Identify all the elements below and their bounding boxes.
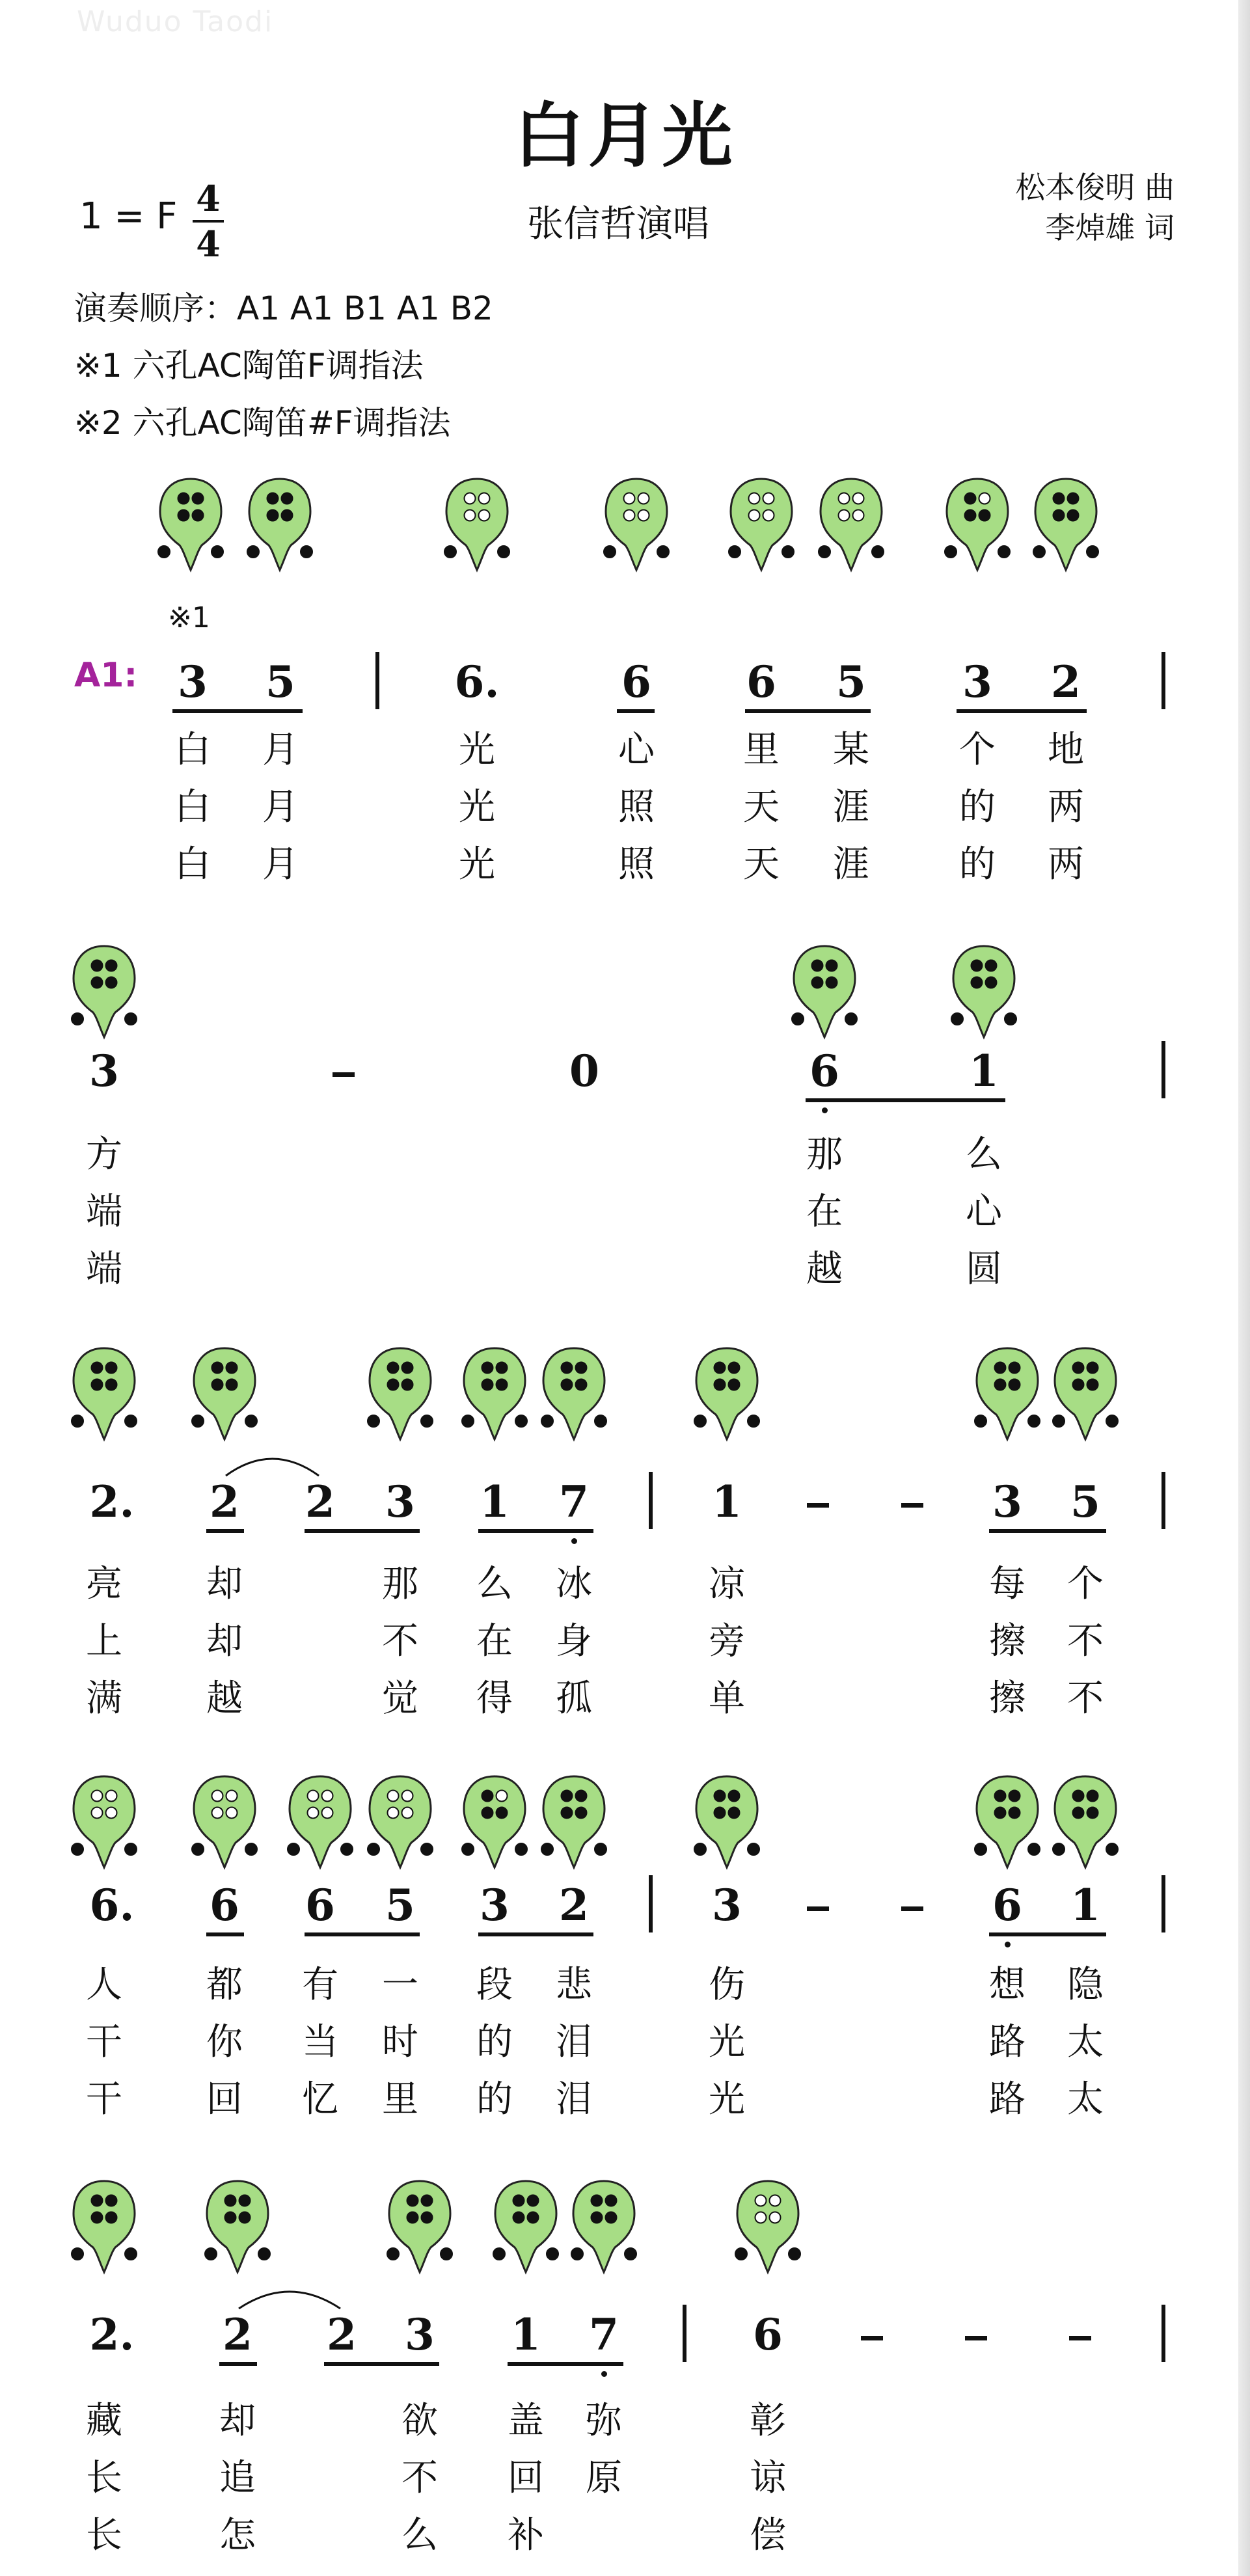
- note: 3: [480, 1880, 510, 1931]
- note-underline: [989, 1932, 1106, 1936]
- lyric-char: 伤: [709, 1964, 745, 2006]
- lyric-char: 欲: [401, 2400, 438, 2442]
- note: 7: [589, 2309, 619, 2360]
- ocarina-fingering-icon: [691, 1772, 763, 1870]
- note: 2: [305, 1476, 335, 1527]
- lyric-char: 白: [174, 843, 211, 886]
- bar-line: [1162, 1041, 1165, 1098]
- ocarina-fingering-icon: [68, 1344, 140, 1442]
- lyric-char: 照: [618, 786, 655, 828]
- octave-dot: [571, 1538, 577, 1544]
- ocarina-fingering-icon: [459, 1772, 530, 1870]
- hold-dash: [861, 2336, 883, 2340]
- note: 2: [210, 1476, 239, 1527]
- lyric-char: 回: [206, 2078, 243, 2121]
- lyric-char: 冰: [556, 1563, 592, 1605]
- note-underline: [989, 1529, 1106, 1533]
- ocarina-fingering-icon: [942, 475, 1013, 573]
- lyric-char: 圆: [966, 1248, 1002, 1290]
- bar-line: [1162, 652, 1165, 709]
- page-right-edge: [1238, 0, 1250, 2576]
- hold-dash: [807, 1906, 829, 1911]
- lyric-char: 每: [989, 1563, 1026, 1605]
- lyric-char: 天: [743, 843, 780, 886]
- lyric-char: 擦: [989, 1620, 1026, 1662]
- hold-dash: [1069, 2336, 1091, 2340]
- lyric-char: 那: [382, 1563, 418, 1605]
- lyric-char: 孤: [556, 1677, 592, 1720]
- octave-dot: [1005, 1942, 1011, 1947]
- fingering-note-1: ※1 六孔AC陶笛F调指法: [74, 347, 424, 385]
- lyric-char: 长: [86, 2514, 122, 2556]
- note: 2: [223, 2309, 252, 2360]
- lyric-char: 身: [556, 1620, 592, 1662]
- bar-line: [1162, 1875, 1165, 1932]
- lyric-char: 太: [1067, 2078, 1104, 2121]
- lyric-char: 心: [966, 1191, 1002, 1233]
- note: 6.: [454, 657, 500, 707]
- lyric-char: 回: [508, 2457, 544, 2499]
- bar-line: [1162, 1472, 1165, 1529]
- lyric-char: 当: [302, 2021, 338, 2063]
- lyric-char: 的: [959, 843, 996, 886]
- note: 1: [969, 1046, 999, 1096]
- ocarina-fingering-icon: [971, 1344, 1043, 1442]
- note: 7: [559, 1476, 589, 1527]
- lyric-char: 追: [219, 2457, 256, 2499]
- lyric-char: 月: [262, 729, 299, 771]
- note: 1: [511, 2309, 541, 2360]
- lyric-char: 某: [833, 729, 869, 771]
- play-order: 演奏顺序：A1 A1 B1 A1 B2: [74, 290, 493, 327]
- fingering-mark: ※1: [168, 601, 210, 634]
- lyric-char: 上: [86, 1620, 122, 1662]
- lyric-char: 心: [618, 729, 655, 771]
- note: 1: [712, 1476, 742, 1527]
- lyric-char: 亮: [86, 1563, 122, 1605]
- lyric-char: 泪: [556, 2021, 592, 2063]
- lyric-char: 忆: [302, 2078, 338, 2121]
- note-underline-2: [219, 2362, 256, 2366]
- lyric-char: 悲: [556, 1964, 592, 2006]
- note: 3: [89, 1046, 119, 1096]
- lyric-char: 盖: [508, 2400, 544, 2442]
- lyric-char: 端: [86, 1248, 122, 1290]
- lyric-char: 个: [1067, 1563, 1104, 1605]
- lyric-char: 凉: [709, 1563, 745, 1605]
- lyric-char: 么: [966, 1133, 1002, 1176]
- lyric-char: 不: [1067, 1677, 1104, 1720]
- lyric-char: 么: [401, 2514, 438, 2556]
- lyric-char: 端: [86, 1191, 122, 1233]
- lyric-char: 太: [1067, 2021, 1104, 2063]
- ocarina-fingering-icon: [284, 1772, 356, 1870]
- note: 2: [559, 1880, 589, 1931]
- ocarina-fingering-icon: [732, 2177, 804, 2275]
- section-label: A1:: [74, 656, 138, 695]
- lyric-char: 不: [382, 1620, 418, 1662]
- lyric-char: 一: [382, 1964, 418, 2006]
- lyric-char: 那: [806, 1133, 843, 1176]
- ocarina-fingering-icon: [726, 475, 797, 573]
- ocarina-fingering-icon: [601, 475, 672, 573]
- lyric-char: 你: [206, 2021, 243, 2063]
- note: 6.: [89, 1880, 135, 1931]
- lyric-char: 得: [476, 1677, 513, 1720]
- ocarina-fingering-icon: [68, 2177, 140, 2275]
- tie-arc: [224, 1446, 320, 1478]
- lyric-char: 都: [206, 1964, 243, 2006]
- ocarina-fingering-icon: [538, 1344, 610, 1442]
- lyric-char: 白: [174, 729, 211, 771]
- lyric-char: 月: [262, 786, 299, 828]
- ocarina-fingering-icon: [1050, 1344, 1121, 1442]
- note: 5: [1070, 1476, 1100, 1527]
- ocarina-fingering-icon: [1030, 475, 1102, 573]
- lyric-char: 越: [806, 1248, 843, 1290]
- lyric-char: 时: [382, 2021, 418, 2063]
- lyric-char: 光: [459, 729, 495, 771]
- lyricist-credit: 李焯雄 词: [1045, 210, 1175, 245]
- lyric-char: 个: [959, 729, 996, 771]
- hold-dash: [965, 2336, 987, 2340]
- lyric-char: 光: [709, 2021, 745, 2063]
- note-underline: [478, 1529, 593, 1533]
- lyric-char: 不: [401, 2457, 438, 2499]
- bar-line: [375, 652, 379, 709]
- lyric-char: 两: [1048, 843, 1084, 886]
- lyric-char: 么: [476, 1563, 513, 1605]
- bar-line: [683, 2305, 686, 2362]
- lyric-char: 怎: [219, 2514, 256, 2556]
- lyric-char: 却: [219, 2400, 256, 2442]
- lyric-char: 两: [1048, 786, 1084, 828]
- lyric-char: 在: [806, 1191, 843, 1233]
- lyric-char: 擦: [989, 1677, 1026, 1720]
- note: 1: [1070, 1880, 1100, 1931]
- bar-line: [1162, 2305, 1165, 2362]
- lyric-char: 单: [709, 1677, 745, 1720]
- ocarina-fingering-icon: [202, 2177, 273, 2275]
- lyric-char: 的: [476, 2078, 513, 2121]
- lyric-char: 补: [508, 2514, 544, 2556]
- ocarina-fingering-icon: [568, 2177, 640, 2275]
- note-underline: [745, 709, 871, 713]
- lyric-char: 的: [476, 2021, 513, 2063]
- ocarina-fingering-icon: [68, 1772, 140, 1870]
- note: 5: [265, 657, 295, 707]
- time-signature-line: [193, 220, 224, 223]
- lyric-char: 里: [743, 729, 780, 771]
- lyric-char: 干: [86, 2021, 122, 2063]
- lyric-char: 涯: [833, 786, 869, 828]
- note: 3: [405, 2309, 435, 2360]
- note-underline: [478, 1932, 593, 1936]
- note-underline: [806, 1098, 1005, 1102]
- lyric-char: 藏: [86, 2400, 122, 2442]
- note: 6: [210, 1880, 239, 1931]
- note-underline: [305, 1932, 420, 1936]
- note: 3: [712, 1880, 742, 1931]
- time-signature-bottom: 4: [196, 223, 221, 265]
- hold-dash: [901, 1906, 923, 1911]
- singer-credit: 张信哲演唱: [527, 203, 709, 245]
- lyric-char: 光: [459, 786, 495, 828]
- lyric-char: 谅: [750, 2457, 786, 2499]
- note: 6: [992, 1880, 1022, 1931]
- lyric-char: 路: [989, 2078, 1026, 2121]
- lyric-char: 原: [586, 2457, 622, 2499]
- note: 3: [385, 1476, 415, 1527]
- lyric-char: 却: [206, 1620, 243, 1662]
- ocarina-fingering-icon: [538, 1772, 610, 1870]
- octave-dot: [822, 1107, 828, 1113]
- song-title: 白月光: [513, 96, 737, 177]
- lyric-char: 隐: [1067, 1964, 1104, 2006]
- note: 3: [992, 1476, 1022, 1527]
- note: 3: [178, 657, 208, 707]
- lyric-char: 段: [476, 1964, 513, 2006]
- note-underline-2: [206, 1529, 243, 1533]
- ocarina-fingering-icon: [155, 475, 226, 573]
- lyric-char: 越: [206, 1677, 243, 1720]
- lyric-char: 白: [174, 786, 211, 828]
- ocarina-fingering-icon: [789, 942, 860, 1040]
- ocarina-fingering-icon: [384, 2177, 455, 2275]
- ocarina-fingering-icon: [1050, 1772, 1121, 1870]
- ocarina-fingering-icon: [364, 1772, 436, 1870]
- note: 2: [327, 2309, 357, 2360]
- lyric-char: 想: [989, 1964, 1026, 2006]
- lyric-char: 却: [206, 1563, 243, 1605]
- note: 6: [305, 1880, 335, 1931]
- note-underline: [957, 709, 1087, 713]
- bar-line: [649, 1472, 653, 1529]
- note-underline: [508, 2362, 623, 2366]
- lyric-char: 光: [459, 843, 495, 886]
- watermark: Wuduo Taodi: [77, 5, 274, 38]
- note: 6: [809, 1046, 839, 1096]
- note: 6: [746, 657, 776, 707]
- lyric-char: 地: [1048, 729, 1084, 771]
- lyric-char: 里: [382, 2078, 418, 2121]
- ocarina-fingering-icon: [441, 475, 513, 573]
- lyric-char: 的: [959, 786, 996, 828]
- lyric-char: 路: [989, 2021, 1026, 2063]
- hold-dash: [901, 1503, 923, 1508]
- note: 2.: [89, 1476, 135, 1527]
- hold-dash: [807, 1503, 829, 1508]
- composer-credit: 松本俊明 曲: [1015, 170, 1175, 205]
- lyric-char: 方: [86, 1133, 122, 1176]
- note: 5: [836, 657, 866, 707]
- lyric-char: 彰: [750, 2400, 786, 2442]
- tie-arc: [238, 2279, 342, 2311]
- note-underline: [172, 709, 303, 713]
- lyric-char: 不: [1067, 1620, 1104, 1662]
- lyric-char: 有: [302, 1964, 338, 2006]
- note: 5: [385, 1880, 415, 1931]
- ocarina-fingering-icon: [189, 1344, 260, 1442]
- bar-line: [649, 1875, 653, 1932]
- lyric-char: 光: [709, 2078, 745, 2121]
- note: 6: [621, 657, 651, 707]
- note: 0: [569, 1046, 599, 1096]
- note-underline-2: [618, 709, 655, 713]
- lyric-char: 弥: [586, 2400, 622, 2442]
- lyric-char: 干: [86, 2078, 122, 2121]
- lyric-char: 月: [262, 843, 299, 886]
- ocarina-fingering-icon: [971, 1772, 1043, 1870]
- lyric-char: 人: [86, 1964, 122, 2006]
- key-signature: 1 = F: [79, 195, 178, 237]
- ocarina-fingering-icon: [815, 475, 887, 573]
- lyric-char: 在: [476, 1620, 513, 1662]
- lyric-char: 长: [86, 2457, 122, 2499]
- lyric-char: 偿: [750, 2514, 786, 2556]
- note: 2.: [89, 2309, 135, 2360]
- lyric-char: 泪: [556, 2078, 592, 2121]
- time-signature: [190, 177, 226, 265]
- lyric-char: 天: [743, 786, 780, 828]
- time-signature-top: 4: [196, 178, 221, 219]
- lyric-char: 涯: [833, 843, 869, 886]
- lyric-char: 满: [86, 1677, 122, 1720]
- note: 3: [962, 657, 992, 707]
- note-underline-2: [206, 1932, 243, 1936]
- ocarina-fingering-icon: [68, 942, 140, 1040]
- note-underline: [324, 2362, 439, 2366]
- fingering-note-2: ※2 六孔AC陶笛#F调指法: [74, 404, 451, 442]
- note: 6: [753, 2309, 783, 2360]
- octave-dot: [601, 2371, 607, 2377]
- note: 2: [1051, 657, 1081, 707]
- lyric-char: 旁: [709, 1620, 745, 1662]
- ocarina-fingering-icon: [364, 1344, 436, 1442]
- lyric-char: 照: [618, 843, 655, 886]
- ocarina-fingering-icon: [691, 1344, 763, 1442]
- note-underline: [305, 1529, 420, 1533]
- ocarina-fingering-icon: [490, 2177, 562, 2275]
- ocarina-fingering-icon: [244, 475, 316, 573]
- ocarina-fingering-icon: [189, 1772, 260, 1870]
- note: 1: [480, 1476, 510, 1527]
- ocarina-fingering-icon: [459, 1344, 530, 1442]
- hold-dash: [333, 1072, 355, 1077]
- lyric-char: 觉: [382, 1677, 418, 1720]
- ocarina-fingering-icon: [948, 942, 1020, 1040]
